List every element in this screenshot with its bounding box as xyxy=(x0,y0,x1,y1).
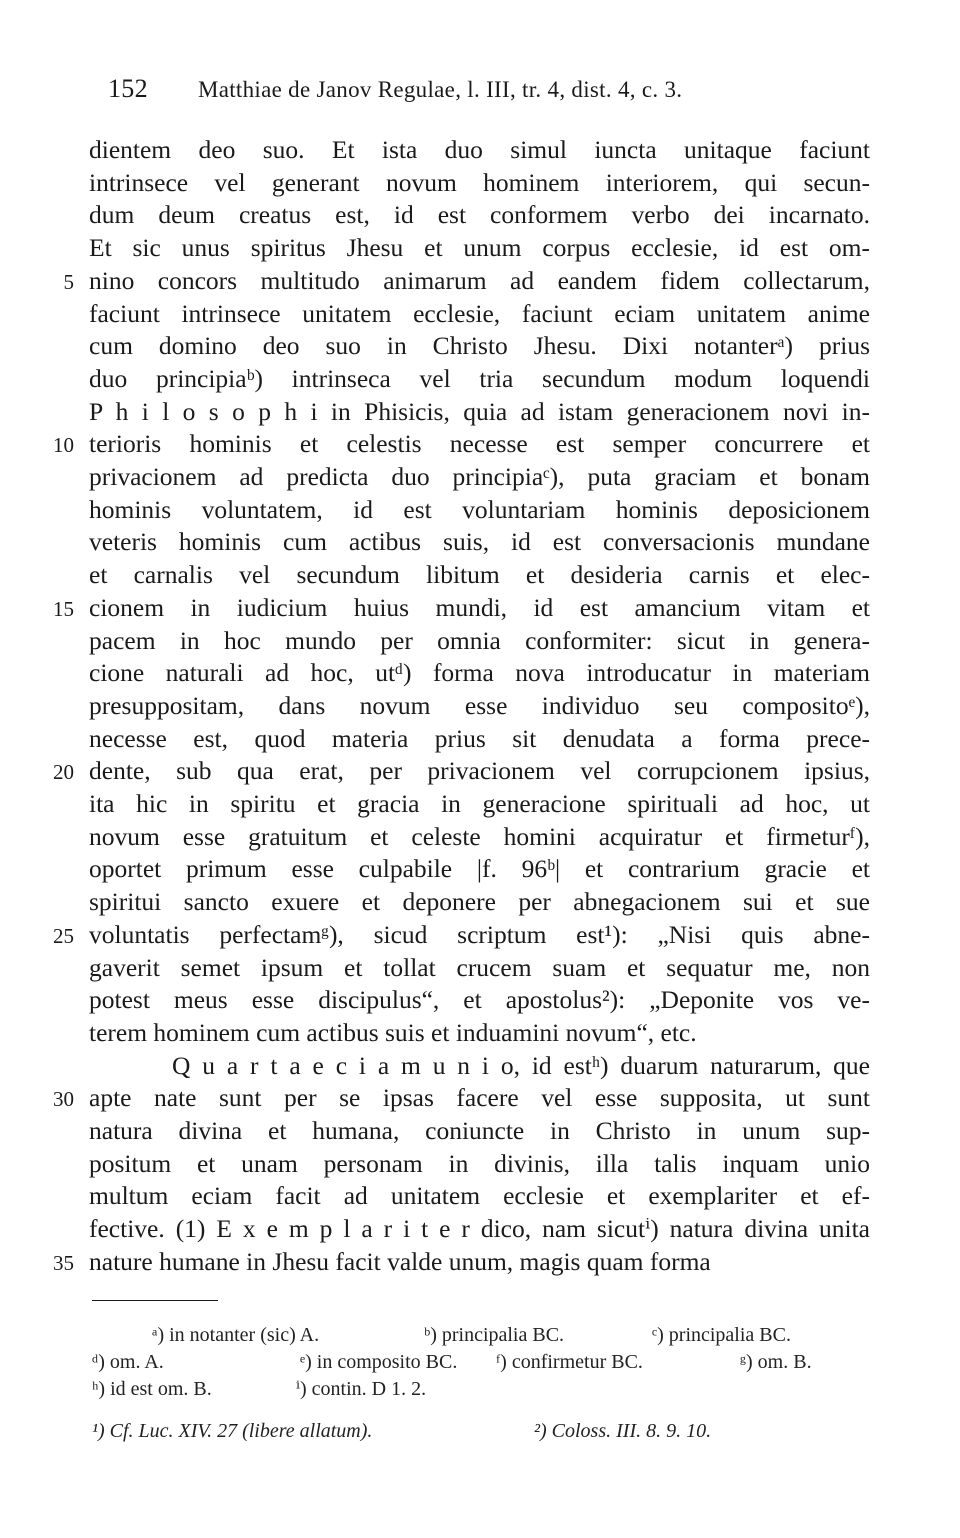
text-line: terioris hominis et celestis necesse est semper concurrere et xyxy=(89,429,870,459)
line-number: 20 xyxy=(53,760,74,785)
text-line: voluntatis perfectamᵍ), sicud scriptum est¹): „Nisi quis abne- xyxy=(89,919,870,949)
line-number: 5 xyxy=(63,269,74,294)
text-line: oportet primum esse culpabile |f. 96ᵇ| et contrarium gracie et xyxy=(89,854,870,884)
text-line: presuppositam, dans novum esse individuo seu compositoᵉ), xyxy=(89,690,870,720)
text-line: Q u a r t a e c i a m u n i o, id estʰ) duarum naturarum, que xyxy=(172,1050,870,1080)
text-line: potest meus esse discipulus“, et apostolus²): „Deponite vos ve- xyxy=(89,985,870,1015)
text-line: nino concors multitudo animarum ad eandem fidem collectarum, xyxy=(89,265,870,295)
footnote: ⁱ) contin. D 1. 2. xyxy=(296,1378,427,1400)
text-line: fective. (1) E x e m p l a r i t e r dico, nam sicutⁱ) natura divina unita xyxy=(89,1214,870,1244)
footnote: ᵍ) om. B. xyxy=(740,1351,812,1373)
footnote: ᵇ) principalia BC. xyxy=(424,1324,565,1346)
text-line: Et sic unus spiritus Jhesu et unum corpus ecclesie, id est om- xyxy=(89,233,870,263)
text-line: faciunt intrinsece unitatem ecclesie, faciunt eciam unitatem anime xyxy=(89,298,870,328)
text-line: privacionem ad predicta duo principiaᶜ), puta graciam et bonam xyxy=(89,462,870,491)
footnote: ᶜ) principalia BC. xyxy=(652,1324,791,1346)
text-line: dum deum creatus est, id est conformem verbo dei incarnato. xyxy=(89,200,870,230)
line-number: 25 xyxy=(53,923,74,948)
text-line: et carnalis vel secundum libitum et desideria carnis et elec- xyxy=(89,560,870,590)
running-title: Matthiae de Janov Regulae, l. III, tr. 4, dist. 4, c. 3. xyxy=(197,77,683,102)
text-line: terem hominem cum actibus suis et induamini novum“, etc. xyxy=(89,1017,697,1047)
line-number: 30 xyxy=(53,1087,74,1112)
footnote: ¹) Cf. Luc. XIV. 27 (libere allatum). xyxy=(92,1420,373,1442)
text-line: dientem deo suo. Et ista duo simul iuncta unitaque faciunt xyxy=(89,135,870,164)
text-line: pacem in hoc mundo per omnia conformiter: sicut in genera- xyxy=(89,625,870,655)
line-number: 35 xyxy=(53,1250,74,1275)
line-number: 15 xyxy=(53,596,74,621)
text-line: cione naturali ad hoc, utᵈ) forma nova introducatur in materiam xyxy=(89,658,870,688)
footnote: ²) Coloss. III. 8. 9. 10. xyxy=(534,1420,712,1442)
footnote: ᵈ) om. A. xyxy=(92,1351,164,1373)
running-header xyxy=(108,74,682,104)
text-line: duo principiaᵇ) intrinseca vel tria secundum modum loquendi xyxy=(89,363,870,393)
text-line: gaverit semet ipsum et tollat crucem suam et sequatur me, non xyxy=(89,952,870,982)
text-line: natura divina et humana, coniuncte in Christo in unum sup- xyxy=(89,1116,870,1145)
text-line: multum eciam facit ad unitatem ecclesie et exemplariter et ef- xyxy=(89,1181,870,1211)
text-line: cionem in iudicium huius mundi, id est amancium vitam et xyxy=(89,592,870,622)
text-line: P h i l o s o p h i in Phisicis, quia ad istam generacionem novi in- xyxy=(89,396,870,426)
text-line: cum domino deo suo in Christo Jhesu. Dixi notanterᵃ) prius xyxy=(89,331,870,361)
text-line: ita hic in spiritu et gracia in generacione spirituali ad hoc, ut xyxy=(89,789,870,818)
page-number: 152 xyxy=(108,74,148,103)
text-line: dente, sub qua erat, per privacionem vel corrupcionem ipsius, xyxy=(89,756,870,786)
text-line: spiritui sancto exuere et deponere per abnegacionem sui et sue xyxy=(89,887,870,917)
footnote-divider xyxy=(92,1300,218,1301)
footnote: ᵉ) in composito BC. xyxy=(300,1351,458,1373)
text-line: nature humane in Jhesu facit valde unum, magis quam forma xyxy=(89,1246,711,1276)
text-line: hominis voluntatem, id est voluntariam hominis deposicionem xyxy=(89,494,870,524)
footnote: ᵃ) in notanter (sic) A. xyxy=(152,1324,320,1346)
footnote: ʰ) id est om. B. xyxy=(92,1378,212,1400)
text-line: novum esse gratuitum et celeste homini acquiratur et firmeturᶠ), xyxy=(89,821,870,851)
text-line: intrinsece vel generant novum hominem interiorem, qui secun- xyxy=(89,167,870,197)
text-line: apte nate sunt per se ipsas facere vel esse supposita, ut sunt xyxy=(89,1083,870,1113)
text-line: positum et unam personam in divinis, illa talis inquam unio xyxy=(89,1148,870,1178)
line-number: 10 xyxy=(53,433,74,458)
text-line: veteris hominis cum actibus suis, id est conversacionis mundane xyxy=(89,527,870,557)
footnote: ᶠ) confirmetur BC. xyxy=(496,1351,643,1373)
text-line: necesse est, quod materia prius sit denudata a forma prece- xyxy=(89,723,870,753)
